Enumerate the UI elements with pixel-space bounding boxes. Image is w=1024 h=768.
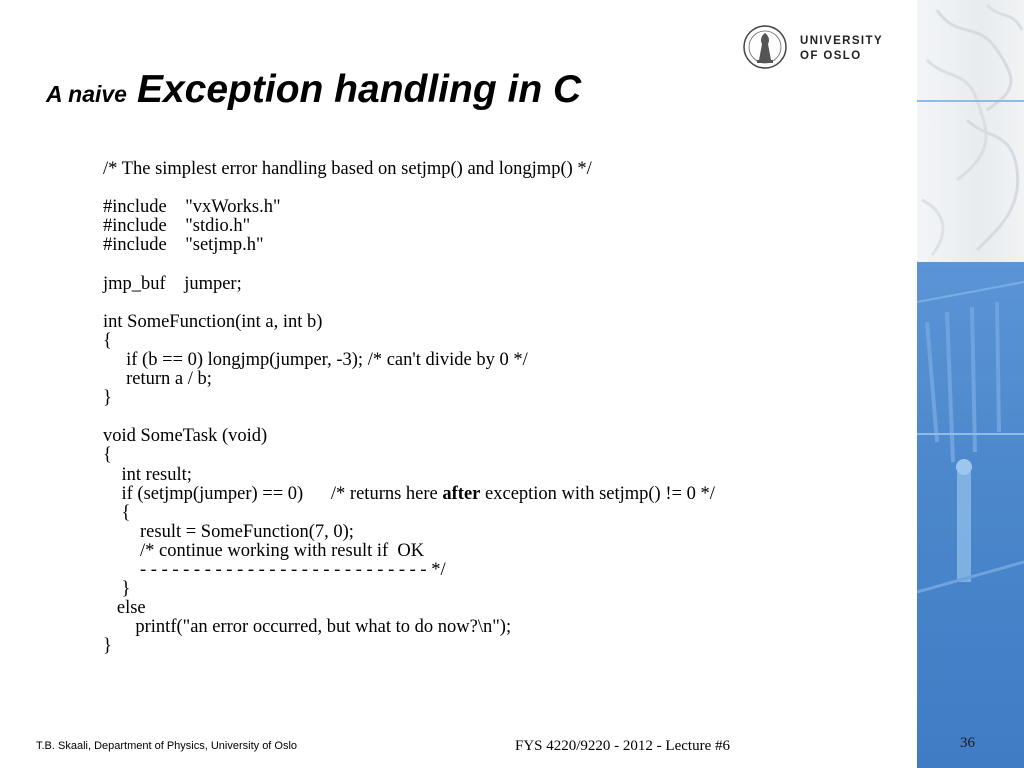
code-line: #include "stdio.h" — [103, 216, 251, 237]
slide-title — [46, 68, 581, 112]
strip-divider — [917, 433, 1024, 435]
code-line: jmp_buf jumper; — [103, 273, 242, 294]
title-prefix: A naive — [46, 81, 127, 107]
university-seal-icon — [742, 24, 788, 70]
code-line: /* continue working with result if OK — [103, 540, 425, 561]
university-name-line2: OF OSLO — [800, 50, 862, 62]
decorative-side-strip — [917, 0, 1024, 768]
page-number: 36 — [960, 735, 975, 751]
code-line: result = SomeFunction(7, 0); — [103, 521, 354, 542]
code-text: exception with setjmp() != 0 */ — [480, 483, 715, 504]
code-line: else — [103, 598, 146, 619]
code-line: } — [103, 579, 131, 600]
code-line: return a / b; — [103, 369, 212, 390]
code-listing — [103, 160, 715, 656]
code-line: } — [103, 636, 112, 657]
sculpture-photo-image — [917, 262, 1024, 768]
code-line: { — [103, 330, 112, 351]
code-line: int result; — [103, 464, 192, 485]
code-line: if (b == 0) longjmp(jumper, -3); /* can't divide by 0 */ — [103, 349, 528, 370]
code-line: #include "setjmp.h" — [103, 235, 264, 256]
university-name-line1: UNIVERSITY — [800, 35, 884, 47]
strip-divider — [917, 100, 1024, 102]
code-line-setjmp — [103, 485, 715, 504]
university-logo — [742, 24, 902, 76]
code-line: /* The simplest error handling based on setjmp() and longjmp() */ — [103, 159, 592, 179]
code-gap — [103, 255, 715, 274]
code-gap — [103, 179, 715, 198]
code-text: if (setjmp(jumper) == 0) /* returns here — [103, 483, 443, 504]
code-line: } — [103, 388, 112, 409]
strip-bottom-panel — [917, 262, 1024, 768]
footer-author: T.B. Skaali, Department of Physics, University of Oslo — [36, 740, 298, 752]
code-line: #include "vxWorks.h" — [103, 197, 281, 218]
title-main: Exception handling in C — [136, 68, 582, 111]
code-line: - - - - - - - - - - - - - - - - - - - - - - - - - - - */ — [103, 559, 446, 580]
code-emphasis: after — [442, 483, 481, 504]
code-gap — [103, 294, 715, 313]
code-line: { — [103, 445, 112, 466]
strip-top-panel — [917, 0, 1024, 262]
sculpture-sketch-image — [917, 0, 1024, 262]
code-line: { — [103, 502, 131, 523]
university-name — [800, 34, 883, 64]
code-line: printf("an error occurred, but what to do now?\n"); — [103, 617, 512, 638]
footer-course: FYS 4220/9220 - 2012 - Lecture #6 — [515, 738, 730, 754]
code-line: int SomeFunction(int a, int b) — [103, 311, 323, 332]
code-line: void SomeTask (void) — [103, 426, 268, 447]
code-gap — [103, 408, 715, 427]
